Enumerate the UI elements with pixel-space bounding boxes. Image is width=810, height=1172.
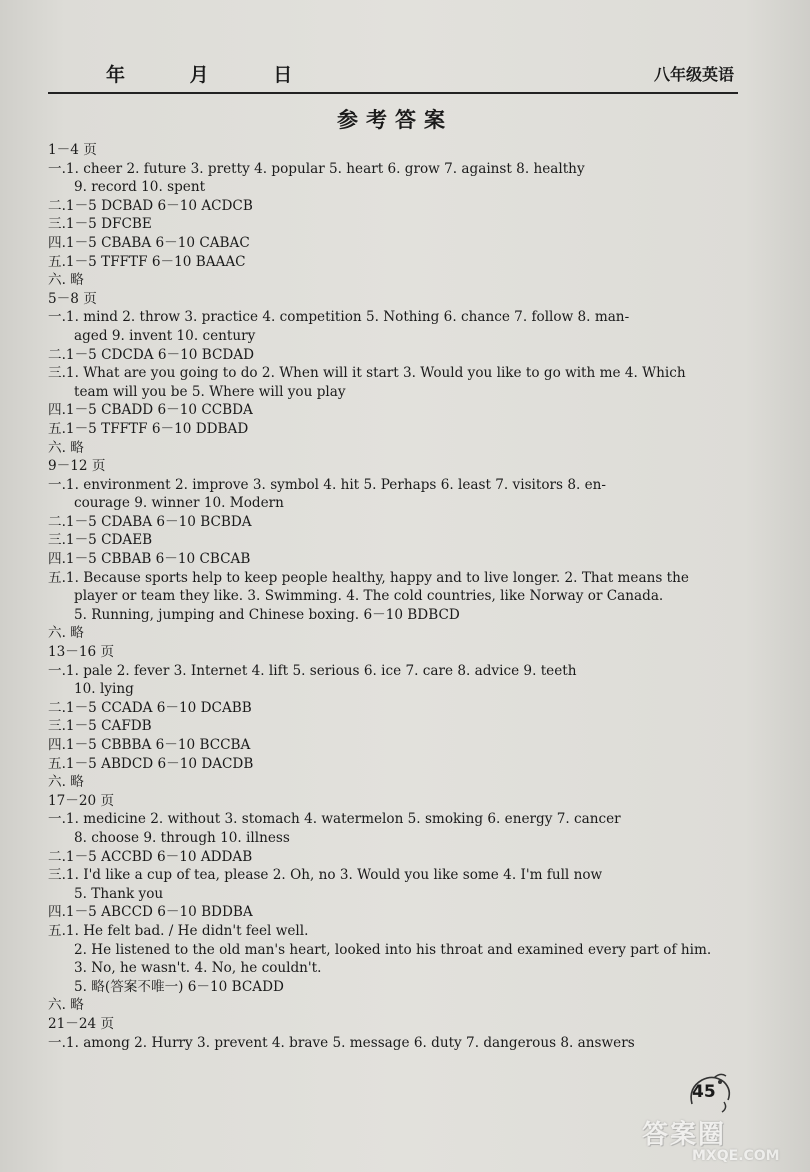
- answer-line: 四.1－5 ABCCD 6－10 BDDBA: [48, 904, 253, 921]
- answer-line: 五.1－5 TFFTF 6－10 BAAAC: [48, 253, 246, 270]
- answer-line: 二.1－5 CCADA 6－10 DCABB: [48, 699, 252, 716]
- answer-line: 二.1－5 DCBAD 6－10 ACDCB: [48, 197, 253, 214]
- page-title: 参考答案: [337, 108, 453, 132]
- year-label: 年: [106, 64, 127, 86]
- answer-line: 三.1－5 DFCBE: [48, 216, 152, 233]
- answer-line: 六. 略: [48, 439, 84, 456]
- answer-line: aged 9. invent 10. century: [74, 327, 256, 344]
- subject-label: 八年级英语: [653, 65, 734, 84]
- answer-line: 2. He listened to the old man's heart, looked into his throat and examined every part of him.: [74, 941, 712, 958]
- month-label: 月: [189, 64, 210, 86]
- answer-line: 四.1－5 CBADD 6－10 CCBDA: [48, 402, 253, 419]
- answer-line: 5. Running, jumping and Chinese boxing. 6－10 BDBCD: [74, 606, 460, 623]
- answer-line: 五.1. Because sports help to keep people healthy, happy and to live longer. 2. That means the: [48, 569, 689, 586]
- watermark-url: MXQE.COM: [692, 1148, 780, 1164]
- answer-line: 5. Thank you: [74, 885, 164, 902]
- answer-line: 21－24 页: [48, 1015, 115, 1032]
- answer-line: 四.1－5 CBABA 6－10 CABAC: [48, 234, 250, 251]
- answer-list: [48, 141, 748, 1052]
- answer-line: 一.1. mind 2. throw 3. practice 4. competition 5. Nothing 6. chance 7. follow 8. man-: [48, 309, 630, 326]
- answer-line: 9. record 10. spent: [74, 179, 206, 196]
- answer-line: 一.1. pale 2. fever 3. Internet 4. lift 5. serious 6. ice 7. care 8. advice 9. teeth: [48, 662, 577, 679]
- answer-line: player or team they like. 3. Swimming. 4. The cold countries, like Norway or Canada.: [74, 588, 664, 605]
- answer-line: 1－4 页: [48, 142, 97, 158]
- answer-line: 9－12 页: [48, 458, 106, 475]
- answer-line: 二.1－5 CDABA 6－10 BCBDA: [48, 513, 252, 530]
- answer-line: 四.1－5 CBBAB 6－10 CBCAB: [48, 551, 251, 568]
- date-fields: [106, 60, 349, 87]
- answer-line: 五.1－5 ABDCD 6－10 DACDB: [48, 755, 254, 772]
- answer-line: 三.1－5 CAFDB: [48, 718, 152, 735]
- answer-line: 三.1. What are you going to do 2. When will it start 3. Would you like to go with me 4. Which: [48, 365, 686, 382]
- answer-line: team will you be 5. Where will you play: [74, 383, 346, 400]
- day-label: 日: [273, 64, 294, 86]
- answer-line: 六. 略: [48, 997, 84, 1014]
- answer-line: 8. choose 9. through 10. illness: [74, 829, 290, 846]
- answer-line: 四.1－5 CBBBA 6－10 BCCBA: [48, 737, 251, 753]
- answer-line: 10. lying: [74, 681, 134, 698]
- answer-line: 5. 略(答案不唯一) 6－10 BCADD: [74, 978, 284, 995]
- answer-line: 一.1. medicine 2. without 3. stomach 4. watermelon 5. smoking 6. energy 7. cancer: [48, 811, 621, 828]
- answer-line: 17－20 页: [48, 792, 115, 809]
- answer-line: 六. 略: [48, 272, 84, 289]
- answer-line: 三.1－5 CDAEB: [48, 532, 153, 549]
- answer-line: courage 9. winner 10. Modern: [74, 495, 284, 512]
- answer-line: 13－16 页: [48, 644, 115, 661]
- answer-line: 二.1－5 ACCBD 6－10 ADDAB: [48, 848, 253, 865]
- page-header: [48, 56, 738, 94]
- answer-line: 二.1－5 CDCDA 6－10 BCDAD: [48, 346, 254, 363]
- answer-line: 一.1. among 2. Hurry 3. prevent 4. brave 5. message 6. duty 7. dangerous 8. answers: [48, 1034, 635, 1051]
- answer-line: 六. 略: [48, 774, 84, 791]
- answer-line: 3. No, he wasn't. 4. No, he couldn't.: [74, 960, 322, 977]
- answer-line: 五.1. He felt bad. / He didn't feel well.: [48, 922, 309, 939]
- answer-line: 一.1. cheer 2. future 3. pretty 4. popular 5. heart 6. grow 7. against 8. healthy: [48, 160, 585, 177]
- page-number: 45: [692, 1082, 716, 1102]
- watermark: [636, 1112, 806, 1168]
- answer-line: 5－8 页: [48, 290, 97, 307]
- answer-line: 三.1. I'd like a cup of tea, please 2. Oh, no 3. Would you like some 4. I'm full now: [48, 867, 603, 884]
- answer-line: 六. 略: [48, 625, 84, 642]
- answer-line: 五.1－5 TFFTF 6－10 DDBAD: [48, 420, 249, 437]
- watermark-text: 答案圈: [642, 1120, 727, 1150]
- answer-line: 一.1. environment 2. improve 3. symbol 4. hit 5. Perhaps 6. least 7. visitors 8. en-: [48, 476, 607, 493]
